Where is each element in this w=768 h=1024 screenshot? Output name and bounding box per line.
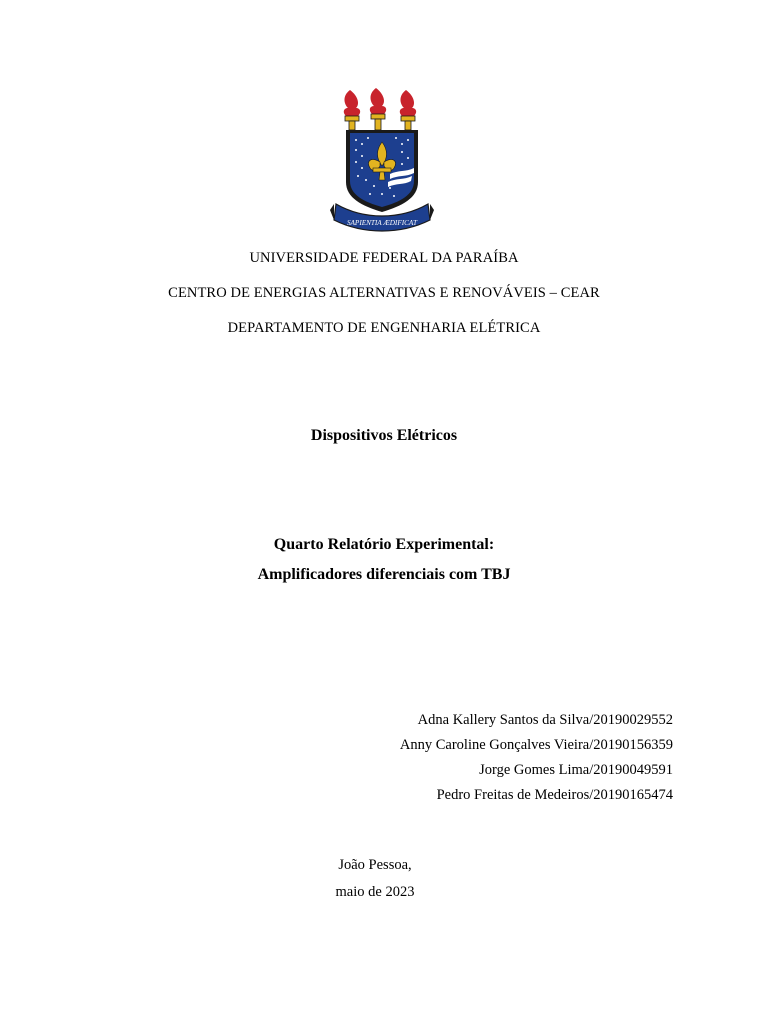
- university-crest-logo: [330, 86, 434, 234]
- author-item: Adna Kallery Santos da Silva/20190029552: [417, 712, 673, 728]
- author-item: Pedro Freitas de Medeiros/20190165474: [436, 787, 673, 803]
- university-name: UNIVERSIDADE FEDERAL DA PARAÍBA: [249, 250, 519, 266]
- authors-list: [400, 710, 673, 810]
- torch-flame-icon: [344, 88, 416, 116]
- city: João Pessoa,: [338, 857, 412, 873]
- report-title-line1: Quarto Relatório Experimental:: [273, 536, 495, 553]
- report-title-line2: Amplificadores diferenciais com TBJ: [257, 566, 511, 583]
- crest-motto: SAPIENTIA ÆDIFICAT: [346, 219, 418, 227]
- date: maio de 2023: [335, 884, 415, 900]
- discipline-title: Dispositivos Elétricos: [310, 427, 458, 444]
- center-name: CENTRO DE ENERGIAS ALTERNATIVAS E RENOVÁVEIS – CEAR: [168, 285, 600, 301]
- author-item: Anny Caroline Gonçalves Vieira/20190156359: [399, 737, 673, 753]
- author-item: Jorge Gomes Lima/20190049591: [479, 762, 673, 778]
- department-name: DEPARTAMENTO DE ENGENHARIA ELÉTRICA: [227, 320, 541, 336]
